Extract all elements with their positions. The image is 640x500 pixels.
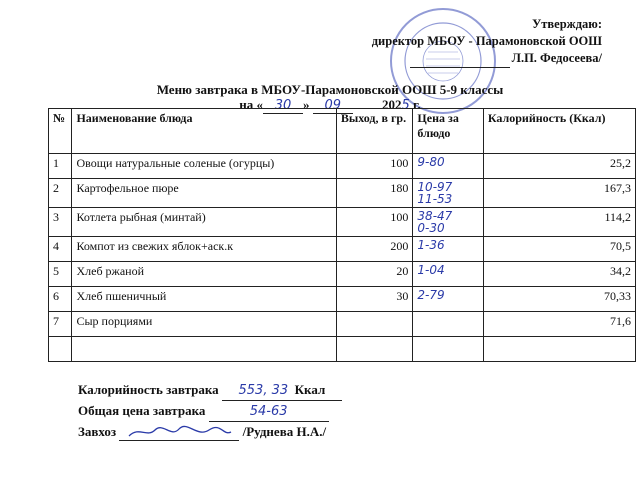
- header-name: Наименование блюда: [72, 109, 336, 154]
- row-price: [413, 237, 483, 262]
- kcal-label: Калорийность завтрака: [78, 382, 219, 397]
- storekeeper-label: Завхоз: [78, 424, 117, 439]
- header-price: Цена за блюдо: [413, 109, 483, 154]
- row-kcal: 71,6: [483, 312, 635, 337]
- table-row: [49, 154, 636, 179]
- row-name: Хлеб ржаной: [72, 262, 336, 287]
- row-num: 4: [49, 237, 72, 262]
- row-name: Сыр порциями: [72, 312, 336, 337]
- price-handwritten: 10-97: [417, 180, 453, 194]
- title-line1: Меню завтрака в МБОУ-Парамоновской ООШ 5-9 классы: [156, 82, 504, 97]
- date-month: 09: [313, 98, 353, 114]
- signature-icon: [119, 424, 239, 441]
- year-suffix: г.: [409, 97, 421, 112]
- table-row: [49, 312, 636, 337]
- table-row: [49, 237, 636, 262]
- footer-block: [78, 380, 342, 441]
- row-output: 100: [336, 154, 413, 179]
- row-price: [413, 208, 483, 237]
- row-output: 180: [336, 179, 413, 208]
- storekeeper-name: /Руднева Н.А./: [242, 424, 327, 439]
- price-handwritten-2: 0-30: [417, 221, 445, 235]
- footer-kcal: [78, 380, 342, 401]
- row-price: [413, 154, 483, 179]
- year-digit: 5: [401, 98, 410, 113]
- price-handwritten: 1-04: [417, 263, 445, 277]
- price-value-line: [209, 401, 329, 422]
- approval-word: Утверждаю:: [532, 17, 602, 31]
- row-kcal: 25,2: [483, 154, 635, 179]
- price-handwritten: 2-79: [417, 288, 445, 302]
- header-kcal: Калорийность (Ккал): [483, 109, 635, 154]
- approval-signatory: Л.П. Федосеева/: [511, 51, 602, 65]
- price-handwritten: 38-47: [417, 209, 453, 223]
- date-day: 30: [263, 98, 303, 114]
- row-price: [413, 179, 483, 208]
- row-name: Хлеб пшеничный: [72, 287, 336, 312]
- row-name: Котлета рыбная (минтай): [72, 208, 336, 237]
- row-name: Компот из свежих яблок+аск.к: [72, 237, 336, 262]
- table-row: [49, 179, 636, 208]
- approval-position: директор МБОУ - Парамоновской ООШ: [371, 34, 602, 48]
- row-output: 100: [336, 208, 413, 237]
- row-name: [72, 337, 336, 362]
- table-row: [49, 262, 636, 287]
- row-price: [413, 312, 483, 337]
- row-kcal: 70,33: [483, 287, 635, 312]
- row-output: 30: [336, 287, 413, 312]
- row-num: 5: [49, 262, 72, 287]
- footer-storekeeper: [78, 422, 342, 441]
- row-price: [413, 287, 483, 312]
- header-output: Выход, в гр.: [336, 109, 413, 154]
- header-num: №: [49, 109, 72, 154]
- row-output: [336, 312, 413, 337]
- row-name: Овощи натуральные соленые (огурцы): [72, 154, 336, 179]
- date-prefix: на «: [239, 97, 264, 112]
- row-output: 200: [336, 237, 413, 262]
- table-header-row: [49, 109, 636, 154]
- approval-signatory-line: [372, 50, 602, 68]
- approval-block: [372, 16, 602, 68]
- date-mid: »: [303, 97, 310, 112]
- row-price: [413, 337, 483, 362]
- row-kcal: 114,2: [483, 208, 635, 237]
- kcal-unit: Ккал: [294, 382, 326, 397]
- row-num: 6: [49, 287, 72, 312]
- price-handwritten-2: 11-53: [417, 192, 453, 206]
- kcal-value: 553, 33: [238, 383, 289, 398]
- row-num: 3: [49, 208, 72, 237]
- year-prefix: 202: [382, 97, 402, 112]
- row-name: Картофельное пюре: [72, 179, 336, 208]
- row-kcal: 34,2: [483, 262, 635, 287]
- row-price: [413, 262, 483, 287]
- price-label: Общая цена завтрака: [78, 403, 206, 418]
- row-kcal: 70,5: [483, 237, 635, 262]
- price-value: 54-63: [249, 404, 288, 419]
- row-kcal: 167,3: [483, 179, 635, 208]
- row-num: 2: [49, 179, 72, 208]
- menu-table: [48, 108, 636, 362]
- row-num: 1: [49, 154, 72, 179]
- table-row: [49, 337, 636, 362]
- row-num: [49, 337, 72, 362]
- row-output: [336, 337, 413, 362]
- price-handwritten: 9-80: [417, 155, 445, 169]
- row-kcal: [483, 337, 635, 362]
- table-row: [49, 208, 636, 237]
- kcal-value-line: [222, 380, 342, 401]
- row-num: 7: [49, 312, 72, 337]
- row-output: 20: [336, 262, 413, 287]
- signature-line: [410, 50, 510, 68]
- footer-price: [78, 401, 342, 422]
- table-row: [49, 287, 636, 312]
- price-handwritten: 1-36: [417, 238, 445, 252]
